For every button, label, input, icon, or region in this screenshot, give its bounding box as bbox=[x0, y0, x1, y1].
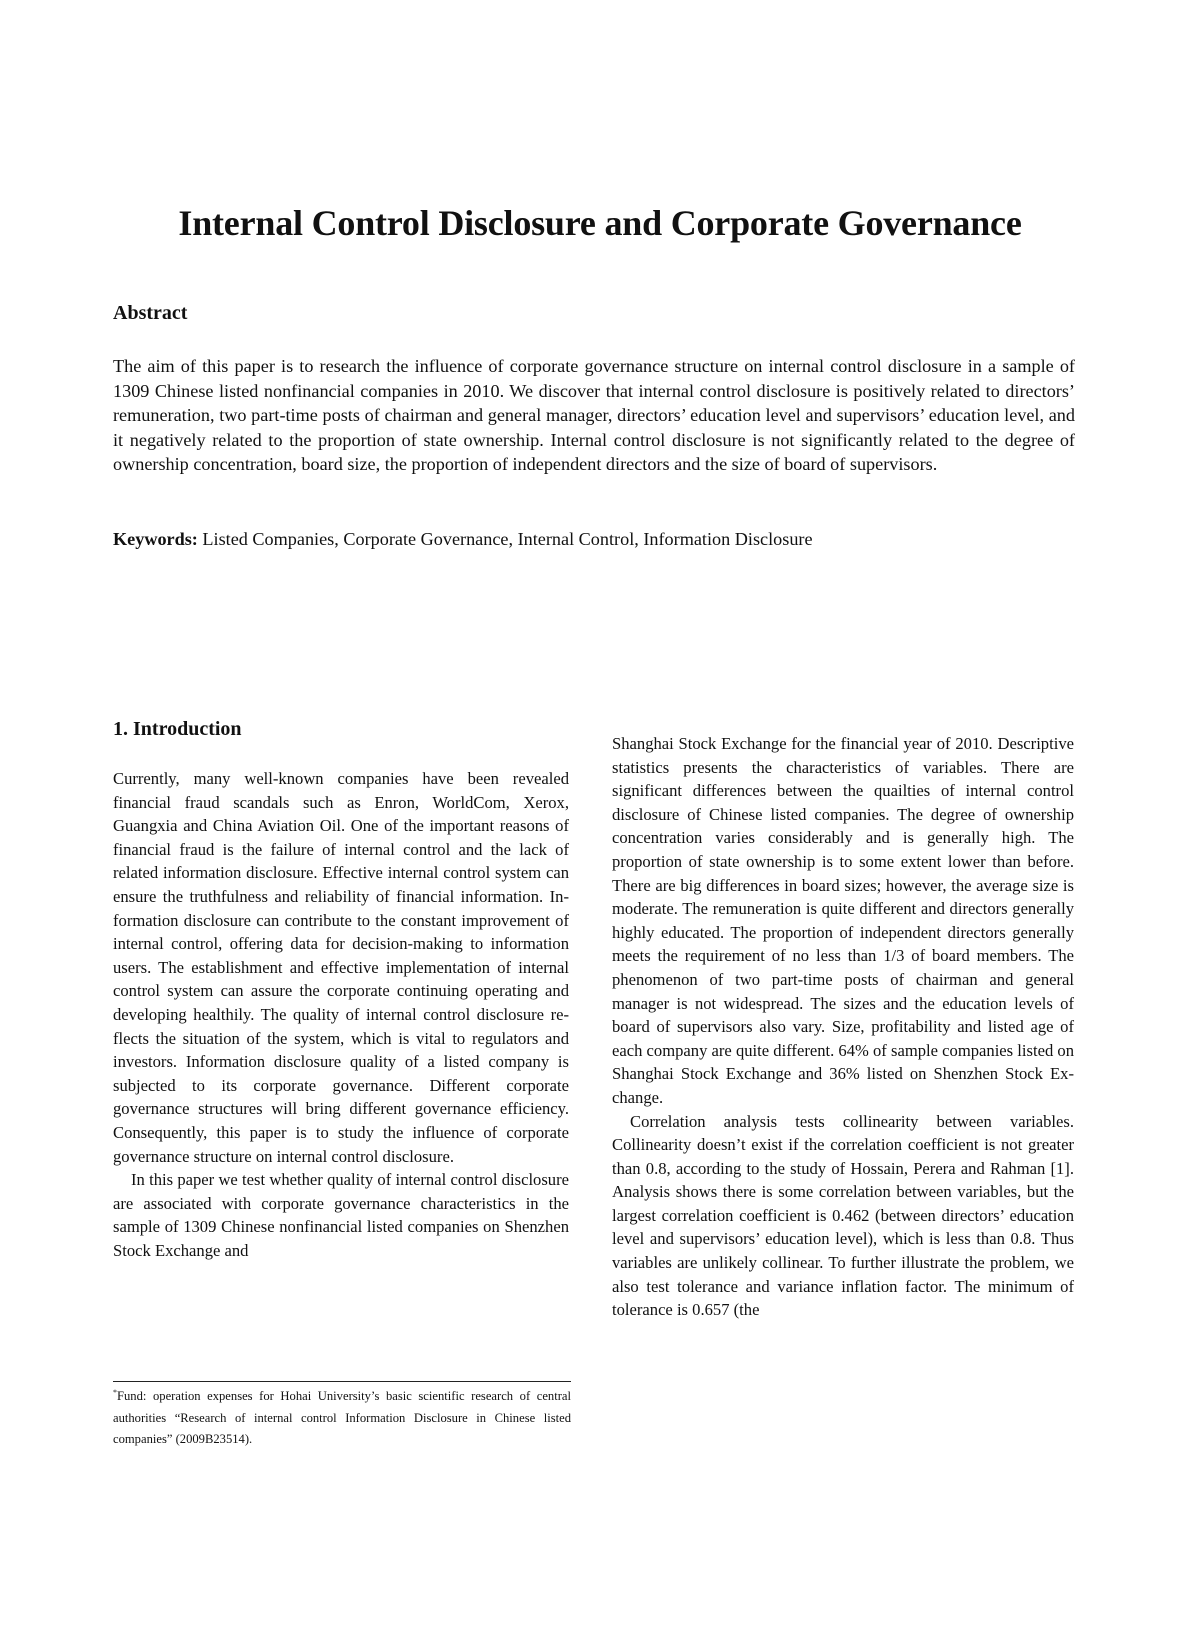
keywords-line bbox=[113, 527, 1075, 552]
intro-paragraph-4: Correlation analysis tests collinearity between variables. Collinearity doesn’t exist if the correlation coefficient is not greater than 0.8, according to the study of Hossain, Perera and Rahman [1]. Analysis shows there is some correlation between variables, but the largest correlation coefficient is 0.462 (between directors’ education level and supervisors’ education level), which is less than 0.8. Thus variables are unlikely collinear. To further illustrate the problem, we also test tolerance and variance inflation factor. The minimum of tolerance is 0.657 (the bbox=[612, 1111, 1074, 1320]
intro-paragraph-3: Shanghai Stock Exchange for the financial year of 2010. Descriptive statistics presents the characteristics of variables. There are significant differences between the quailties of internal control disclosure of Chinese listed companies. The degree of ownership concentration varies considerably and is generally high. The proportion of state ownership is to some extent lower than before. There are big differences in board sizes; however, the average size is moderate. The remuneration is quite different and directors generally highly educated. The proportion of independent directors generally meets the requirement of no less than 1/3 of board members. The phenomenon of two part-time posts of chairman and general manager is not widespread. The sizes and the education levels of board of supervisors also vary. Size, profitability and listed age of each company are quite different. 64% of sample companies listed on Shanghai Stock Exchange and 36% listed on Shenzhen Stock Exchange. bbox=[612, 734, 1074, 1107]
intro-paragraph-2: In this paper we test whether quality of internal control disclosure are associated with corporate governance characteristics in the sample of 1309 Chinese nonfinancial listed companies on Shenzhen Stock Exchange and bbox=[113, 1170, 569, 1260]
abstract-text: The aim of this paper is to research the influence of corporate governance structure on internal control disclosure in a sample of 1309 Chinese listed nonfinancial companies in 2010. We discover that internal control disclosure is positively related to directors’ remuneration, two part-time posts of chairman and general manager, directors’ education level and supervisors’ education level, and it negatively related to the proportion of state ownership. Internal control disclosure is not significantly related to the degree of ownership concentration, board size, the proportion of independent directors and the size of board of supervisors. bbox=[113, 356, 1075, 474]
keywords-text: Listed Companies, Corporate Governance, Internal Control, Information Disclosure bbox=[202, 529, 813, 549]
footnote-text: Fund: operation expenses for Hohai University’s basic scientific research of central authorities “Research of internal control Information Disclosure in Chinese listed companies” (2009B23514). bbox=[113, 1389, 571, 1446]
intro-paragraph-1: Currently, many well-known companies have been revealed financial fraud scandals such as Enron, WorldCom, Xerox, Guangxia and China Aviation Oil. One of the important reasons of financial fraud is the failure of internal control and the lack of related information disclosure. Effective internal control system can ensure the truthfulness and reliability of financial information. Information disclosure can contribute to the constant improvement of internal control, offering data for decision-making to information users. The establishment and effective implementation of internal control system can assure the corporate continuing operating and developing healthily. The quality of internal control disclosure reflects the situation of the system, which is vital to regulators and investors. Information disclosure quality of a listed company is subjected to its corporate governance. Different corporate governance structures will bring different governance efficiency. Consequently, this paper is to study the influence of corporate governance structure on internal control disclosure. bbox=[113, 769, 569, 1166]
paper-title: Internal Control Disclosure and Corporate Governance bbox=[178, 203, 1022, 243]
right-column bbox=[612, 732, 1074, 1322]
footnote bbox=[113, 1386, 571, 1451]
left-column bbox=[113, 717, 569, 1262]
footnote-divider bbox=[113, 1381, 571, 1382]
keywords-label: Keywords: bbox=[113, 529, 198, 549]
introduction-heading: 1. Introduction bbox=[113, 718, 242, 740]
abstract-heading: Abstract bbox=[113, 302, 188, 324]
footnote-marker: * bbox=[113, 1388, 117, 1397]
